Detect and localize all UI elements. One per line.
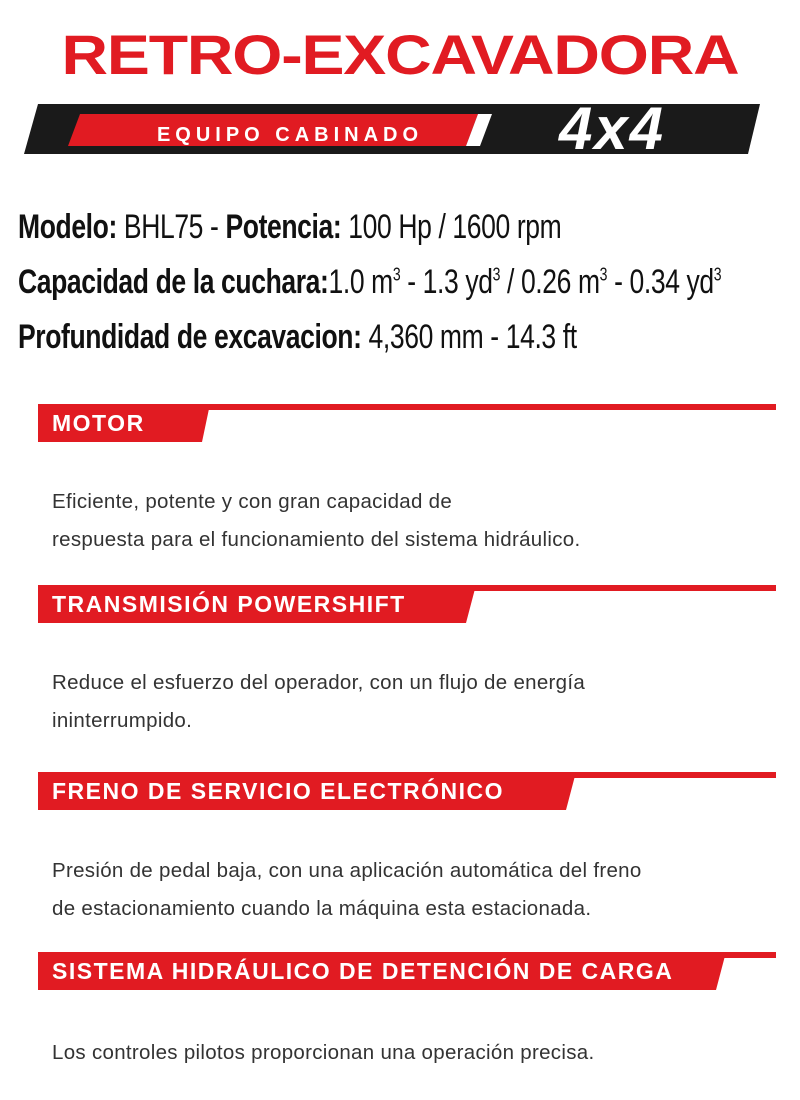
section-bar-motor <box>38 404 776 444</box>
profundidad-label: Profundidad de excavacion: <box>18 318 362 356</box>
section-body-line: respuesta para el funcionamiento del sistema hidráulico. <box>52 528 581 551</box>
section-body-hidraulico <box>52 1034 772 1072</box>
spec-capacidad-line <box>18 263 721 302</box>
modelo-value: BHL75 <box>123 208 204 246</box>
capacidad-part1: 1.0 m <box>328 263 393 301</box>
page-title: RETRO-EXCAVADORA <box>61 23 739 86</box>
banner-subtitle: EQUIPO CABINADO <box>156 124 424 146</box>
capacidad-part3: / 0.26 m <box>500 263 600 301</box>
modelo-label: Modelo: <box>18 208 117 246</box>
spec-profundidad-line <box>18 318 577 357</box>
section-title-freno: FRENO DE SERVICIO ELECTRÓNICO <box>52 778 505 804</box>
spec-separator: - <box>210 208 219 246</box>
section-body-line: Reduce el esfuerzo del operador, con un flujo de energía <box>52 671 586 694</box>
exponent-4: 3 <box>713 264 722 285</box>
profundidad-value: 4,360 mm - 14.3 ft <box>368 318 577 356</box>
section-body-freno <box>52 852 772 928</box>
exponent-1: 3 <box>392 264 401 285</box>
capacidad-part2: - 1.3 yd <box>400 263 493 301</box>
section-title-motor: MOTOR <box>52 410 145 436</box>
section-body-motor <box>52 483 772 559</box>
potencia-label: Potencia: <box>225 208 342 246</box>
capacidad-part4: - 0.34 yd <box>607 263 714 301</box>
capacidad-label: Capacidad de la cuchara: <box>18 263 329 301</box>
section-body-line: de estacionamiento cuando la máquina esta estacionada. <box>52 897 592 920</box>
section-title-hidraulico: SISTEMA HIDRÁULICO DE DETENCIÓN DE CARGA <box>52 958 674 984</box>
section-body-line: ininterrumpido. <box>52 709 193 732</box>
exponent-3: 3 <box>599 264 608 285</box>
exponent-2: 3 <box>492 264 501 285</box>
section-title-transmision: TRANSMISIÓN POWERSHIFT <box>52 591 406 617</box>
section-body-line: Eficiente, potente y con gran capacidad de <box>52 490 453 513</box>
section-body-line: Los controles pilotos proporcionan una operación precisa. <box>52 1041 595 1064</box>
spec-modelo-line <box>18 208 561 247</box>
potencia-value: 100 Hp / 1600 rpm <box>348 208 562 246</box>
section-body-line: Presión de pedal baja, con una aplicación automática del freno <box>52 859 642 882</box>
badge-4x4: 4x4 <box>558 95 666 162</box>
section-body-transmision <box>52 664 772 740</box>
